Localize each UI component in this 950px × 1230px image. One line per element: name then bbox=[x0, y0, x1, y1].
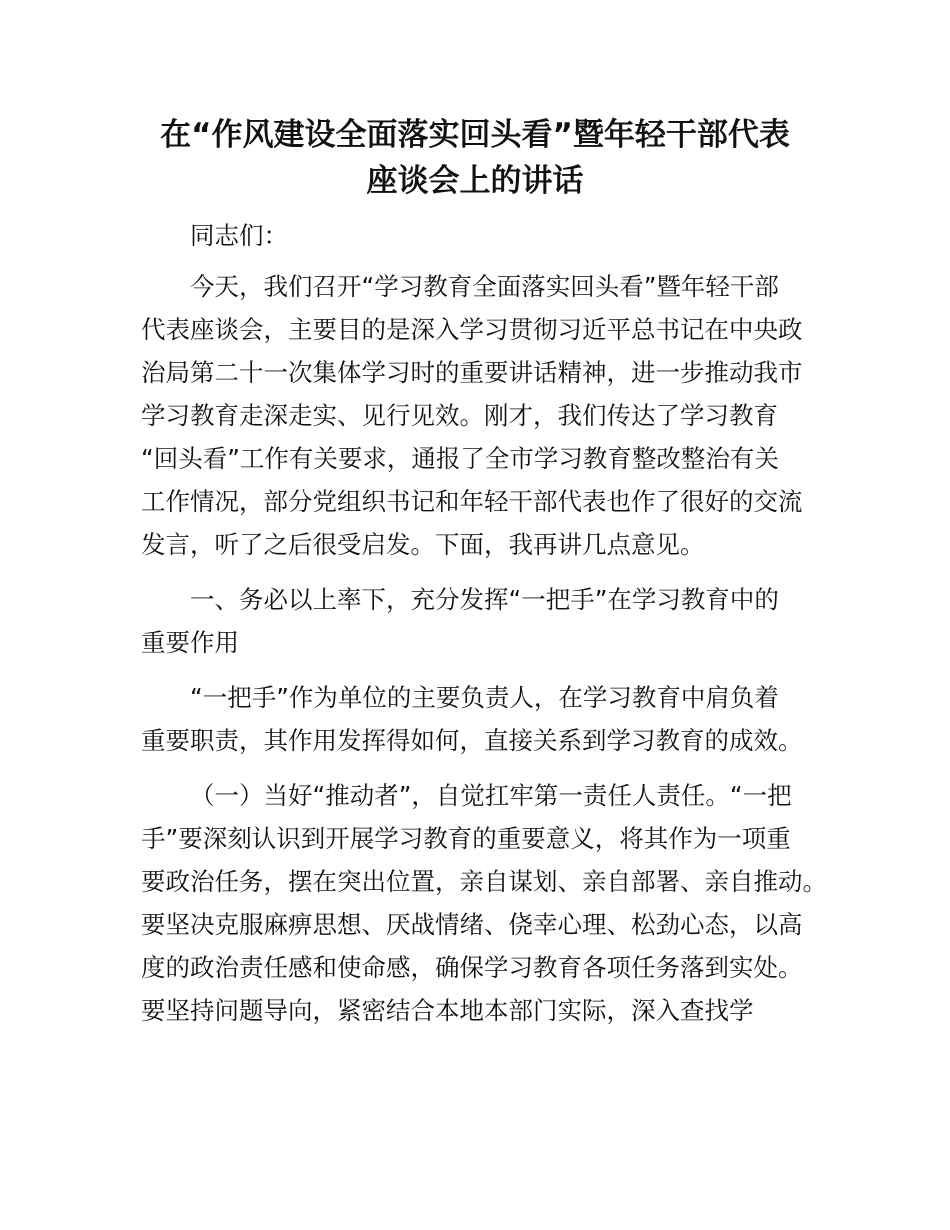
section-heading-line: 一、务必以上率下，充分发挥“一把手”在学习教育中的 bbox=[190, 585, 779, 614]
body-line: “一把手”作为单位的主要负责人，在学习教育中肩负着 bbox=[190, 683, 779, 712]
greeting: 同志们： bbox=[190, 221, 288, 250]
body-line: 要政治任务，摆在突出位置，亲自谋划、亲自部署、亲自推动。 bbox=[141, 867, 827, 896]
body-line: 发言，听了之后很受启发。下面，我再讲几点意见。 bbox=[141, 530, 705, 559]
body-line: （一）当好“推动者”，自觉扛牢第一责任人责任。“一把 bbox=[190, 781, 792, 810]
body-line: 要坚持问题导向，紧密结合本地本部门实际，深入查找学 bbox=[141, 996, 754, 1025]
section-heading-line: 重要作用 bbox=[141, 628, 239, 657]
document-title-line-1: 在“作风建设全面落实回头看”暨年轻干部代表 bbox=[160, 117, 790, 153]
body-line: 重要职责，其作用发挥得如何，直接关系到学习教育的成效。 bbox=[141, 726, 803, 755]
body-line: 工作情况，部分党组织书记和年轻干部代表也作了很好的交流 bbox=[141, 487, 803, 516]
body-line: 手”要深刻认识到开展学习教育的重要意义，将其作为一项重 bbox=[141, 824, 791, 853]
body-line: 代表座谈会，主要目的是深入学习贯彻习近平总书记在中央政 bbox=[141, 315, 803, 344]
body-line: 学习教育走深走实、见行见效。刚才，我们传达了学习教育 bbox=[141, 401, 778, 430]
body-line: “回头看”工作有关要求，通报了全市学习教育整改整治有关 bbox=[141, 444, 779, 473]
body-line: 治局第二十一次集体学习时的重要讲话精神，进一步推动我市 bbox=[141, 358, 803, 387]
body-line: 度的政治责任感和使命感，确保学习教育各项任务落到实处。 bbox=[141, 953, 803, 982]
body-line: 要坚决克服麻痹思想、厌战情绪、侥幸心理、松劲心态，以高 bbox=[141, 910, 803, 939]
document-title-line-2: 座谈会上的讲话 bbox=[366, 163, 584, 199]
body-line: 今天，我们召开“学习教育全面落实回头看”暨年轻干部 bbox=[190, 272, 779, 301]
